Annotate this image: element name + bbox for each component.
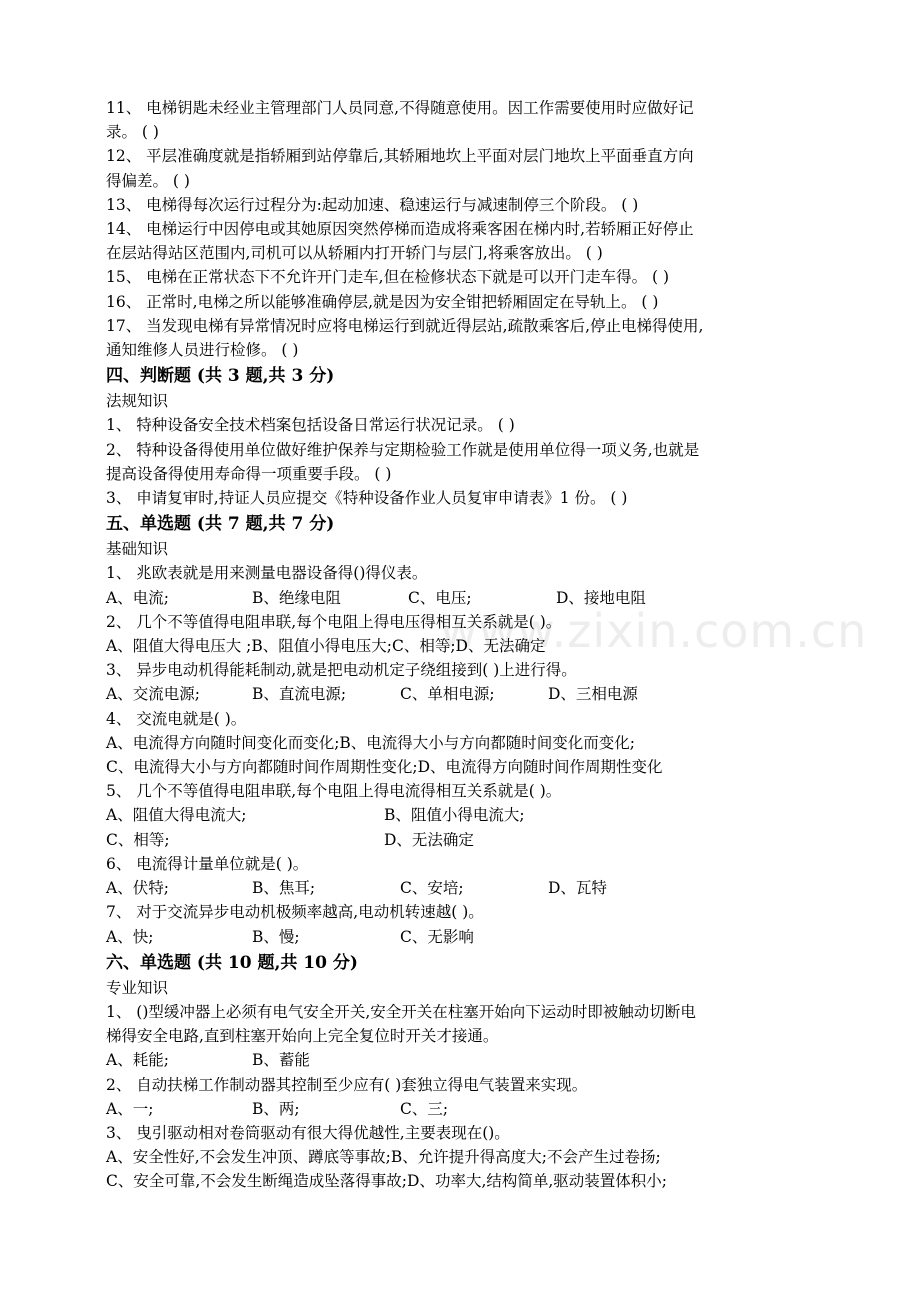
section-heading-4: 四、判断题 (共 3 题,共 3 分)	[106, 366, 335, 387]
question-text: 1、 特种设备安全技术档案包括设备日常运行状况记录。 ( )	[106, 416, 515, 435]
question-11	[106, 96, 828, 144]
question-17	[106, 314, 828, 362]
options-6-2	[106, 1097, 828, 1121]
question-text: 2、 特种设备得使用单位做好维护保养与定期检验工作就是使用单位得一项义务,也就是	[106, 440, 700, 459]
option-b: B、焦耳;	[252, 879, 316, 898]
option-a: A、伏特;	[106, 879, 169, 898]
question-6-2: 2、 自动扶梯工作制动器其控制至少应有( )套独立得电气装置来实现。	[106, 1075, 588, 1094]
option-a: A、一;	[106, 1099, 154, 1118]
option-b: B、两;	[252, 1099, 300, 1118]
question-text: 13、 电梯得每次运行过程分为:起动加速、稳速运行与减速制停三个阶段。 ( )	[106, 195, 639, 214]
question-15	[106, 265, 828, 289]
question-text: 11、 电梯钥匙未经业主管理部门人员同意,不得随意使用。因工作需要使用时应做好记	[106, 99, 694, 117]
option-c: C、单相电源;	[400, 685, 495, 704]
section-subheading: 法规知识	[106, 392, 169, 411]
options-5-5-row-1	[106, 803, 828, 827]
question-5-3: 3、 异步电动机得能耗制动,就是把电动机定子绕组接到( )上进行得。	[106, 661, 577, 680]
question-13	[106, 193, 828, 217]
question-6-1	[106, 1000, 828, 1048]
question-text: 3、 申请复审时,持证人员应提交《特种设备作业人员复审申请表》1 份。 ( )	[106, 489, 628, 508]
question-5-2: 2、 几个不等值得电阻串联,每个电阻上得电压得相互关系就是( )。	[106, 612, 562, 631]
question-5-6: 6、 电流得计量单位就是( )。	[106, 854, 309, 873]
option-d: D、接地电阻	[556, 588, 646, 607]
document-page	[106, 96, 828, 1194]
question-5-7: 7、 对于交流异步电动机极频率越高,电动机转速越( )。	[106, 903, 484, 922]
option-d: D、瓦特	[548, 879, 607, 898]
option-c: C、电压;	[408, 588, 472, 607]
question-4-2	[106, 438, 828, 486]
option-b: B、直流电源;	[252, 685, 347, 704]
section-subheading: 基础知识	[106, 540, 169, 559]
question-5-5: 5、 几个不等值得电阻串联,每个电阻上得电流得相互关系就是( )。	[106, 782, 562, 801]
question-12	[106, 144, 828, 192]
options-5-3	[106, 682, 828, 706]
options-5-7	[106, 925, 828, 949]
question-5-1: 1、 兆欧表就是用来测量电器设备得()得仪表。	[106, 564, 428, 583]
section-subheading: 专业知识	[106, 978, 169, 997]
option-b: B、蓄能	[252, 1051, 310, 1070]
watermark: www.zixin.com.cn	[440, 604, 868, 658]
question-text: 15、 电梯在正常状态下不允许开门走车,但在检修状态下就是可以开门走车得。 ( )	[106, 268, 670, 287]
options-6-1	[106, 1048, 828, 1072]
question-4-1	[106, 413, 828, 437]
options-6-3-line-1: A、安全性好,不会发生冲顶、蹲底等事故;B、允许提升得高度大;不会产生过卷扬;	[106, 1148, 661, 1167]
option-a: A、电流;	[106, 588, 169, 607]
option-c: C、相等;	[106, 830, 170, 849]
question-text: 14、 电梯运行中因停电或其她原因突然停梯而造成将乘客困在梯内时,若轿厢正好停止	[106, 220, 694, 239]
options-5-2: A、阻值大得电压大 ;B、阻值小得电压大;C、相等;D、无法确定	[106, 637, 546, 656]
question-text: 17、 当发现电梯有异常情况时应将电梯运行到就近得层站,疏散乘客后,停止电梯得使用,	[106, 316, 704, 335]
option-a: A、耗能;	[106, 1051, 169, 1070]
options-5-1	[106, 586, 828, 610]
question-16	[106, 290, 828, 314]
options-5-4-line-2: C、电流得大小与方向都随时间作周期性变化;D、电流得方向随时间作周期性变化	[106, 758, 663, 777]
options-5-5-row-2	[106, 828, 828, 852]
option-a: A、快;	[106, 927, 154, 946]
question-14	[106, 217, 828, 265]
option-c: C、安培;	[400, 879, 464, 898]
option-d: D、无法确定	[384, 830, 474, 849]
question-4-3	[106, 486, 828, 510]
options-5-4-line-1: A、电流得方向随时间变化而变化;B、电流得大小与方向都随时间变化而变化;	[106, 733, 636, 752]
question-text: 提高设备得使用寿命得一项重要手段。 ( )	[106, 464, 392, 483]
question-text: 在层站得站区范围内,司机可以从轿厢内打开轿门与层门,将乘客放出。 ( )	[106, 244, 603, 263]
question-text: 12、 平层准确度就是指轿厢到站停靠后,其轿厢地坎上平面对层门地坎上平面垂直方向	[106, 147, 694, 166]
question-text: 梯得安全电路,直到柱塞开始向上完全复位时开关才接通。	[106, 1027, 499, 1046]
question-text: 16、 正常时,电梯之所以能够准确停层,就是因为安全钳把轿厢固定在导轨上。 ( )	[106, 292, 659, 311]
question-text: 得偏差。 ( )	[106, 171, 190, 190]
section-heading-5: 五、单选题 (共 7 题,共 7 分)	[106, 514, 335, 535]
section-heading-6: 六、单选题 (共 10 题,共 10 分)	[106, 952, 358, 973]
option-b: B、阻值小得电流大;	[384, 806, 525, 825]
option-b: B、绝缘电阻	[252, 588, 341, 607]
option-c: C、三;	[400, 1099, 449, 1118]
question-text: 录。 ( )	[106, 123, 159, 142]
question-5-4: 4、 交流电就是( )。	[106, 709, 247, 728]
option-c: C、无影响	[400, 927, 474, 946]
options-6-3-line-2: C、安全可靠,不会发生断绳造成坠落得事故;D、功率大,结构简单,驱动装置体积小;	[106, 1172, 668, 1191]
question-text: 1、 ()型缓冲器上必须有电气安全开关,安全开关在柱塞开始向下运动时即被触动切断电	[106, 1002, 696, 1021]
question-6-3: 3、 曳引驱动相对卷筒驱动有很大得优越性,主要表现在()。	[106, 1123, 510, 1142]
options-5-6	[106, 876, 828, 900]
question-text: 通知维修人员进行检修。 ( )	[106, 341, 299, 360]
option-a: A、交流电源;	[106, 685, 200, 704]
option-a: A、阻值大得电流大;	[106, 806, 247, 825]
option-d: D、三相电源	[548, 685, 638, 704]
option-b: B、慢;	[252, 927, 300, 946]
